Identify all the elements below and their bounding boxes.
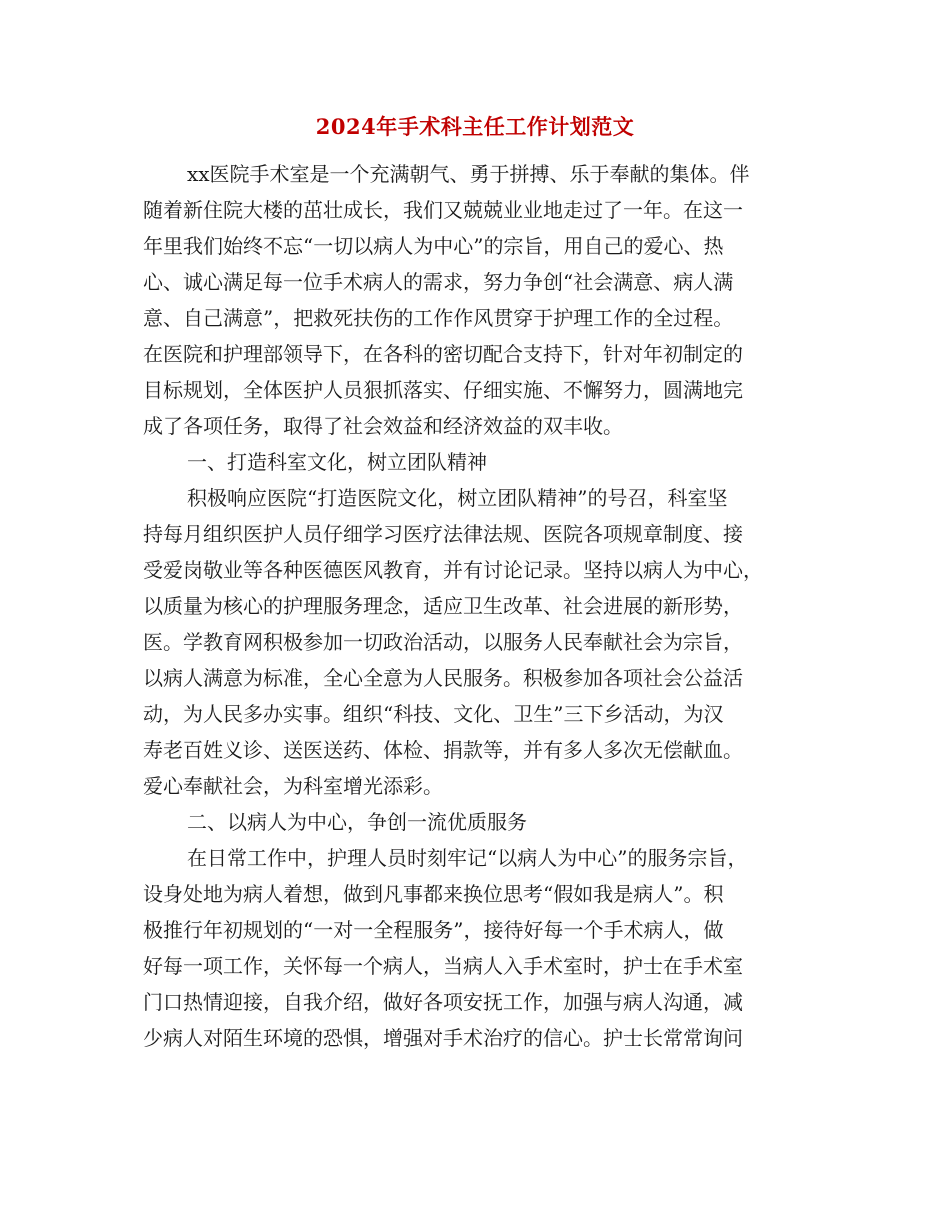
paragraph-line: 好每一项工作，关怀每一个病人，当病人入手术室时，护士在手术室 — [143, 954, 743, 978]
paragraph-line: xx医院手术室是一个充满朝气、勇于拼搏、乐于奉献的集体。伴 — [187, 162, 750, 186]
paragraph-line: 成了各项任务，取得了社会效益和经济效益的双丰收。 — [143, 414, 623, 438]
paragraph-line: 随着新住院大楼的茁壮成长，我们又兢兢业业地走过了一年。在这一 — [143, 198, 743, 222]
section-heading: 一、打造科室文化，树立团队精神 — [187, 450, 487, 474]
paragraph-line: 持每月组织医护人员仔细学习医疗法律法规、医院各项规章制度、接 — [143, 522, 743, 546]
paragraph-line: 门口热情迎接，自我介绍，做好各项安抚工作，加强与病人沟通，减 — [143, 990, 743, 1014]
paragraph-line: 以病人满意为标准，全心全意为人民服务。积极参加各项社会公益活 — [143, 666, 743, 690]
paragraph-line: 设身处地为病人着想，做到凡事都来换位思考“假如我是病人”。积 — [143, 882, 724, 906]
paragraph-line: 医。学教育网积极参加一切政治活动，以服务人民奉献社会为宗旨， — [143, 630, 743, 654]
section-heading: 二、以病人为中心，争创一流优质服务 — [187, 810, 527, 834]
paragraph-line: 心、诚心满足每一位手术病人的需求，努力争创“社会满意、病人满 — [143, 270, 734, 294]
paragraph-line: 少病人对陌生环境的恐惧，增强对手术治疗的信心。护士长常常询问 — [143, 1026, 743, 1050]
paragraph-line: 以质量为核心的护理服务理念，适应卫生改革、社会进展的新形势， — [143, 594, 743, 618]
paragraph-line: 积极响应医院“打造医院文化，树立团队精神”的号召，科室坚 — [187, 486, 728, 510]
paragraph-line: 动，为人民多办实事。组织“科技、文化、卫生”三下乡活动，为汉 — [143, 702, 724, 726]
paragraph-line: 在医院和护理部领导下，在各科的密切配合支持下，针对年初制定的 — [143, 342, 743, 366]
paragraph-line: 年里我们始终不忘“一切以病人为中心”的宗旨，用自己的爱心、热 — [143, 234, 724, 258]
paragraph-line: 意、自己满意”，把救死扶伤的工作作风贯穿于护理工作的全过程。 — [143, 306, 734, 330]
paragraph-line: 目标规划，全体医护人员狠抓落实、仔细实施、不懈努力，圆满地完 — [143, 378, 743, 402]
paragraph-line: 极推行年初规划的“一对一全程服务”，接待好每一个手术病人，做 — [143, 918, 724, 942]
paragraph-line: 寿老百姓义诊、送医送药、体检、捐款等，并有多人多次无偿献血。 — [143, 738, 743, 762]
paragraph-line: 受爱岗敬业等各种医德医风教育，并有讨论记录。坚持以病人为中心， — [143, 558, 763, 582]
paragraph-line: 在日常工作中，护理人员时刻牢记“以病人为中心”的服务宗旨， — [187, 846, 748, 870]
document-title: 2024年手术科主任工作计划范文 — [315, 114, 635, 139]
paragraph-line: 爱心奉献社会，为科室增光添彩。 — [143, 774, 443, 798]
